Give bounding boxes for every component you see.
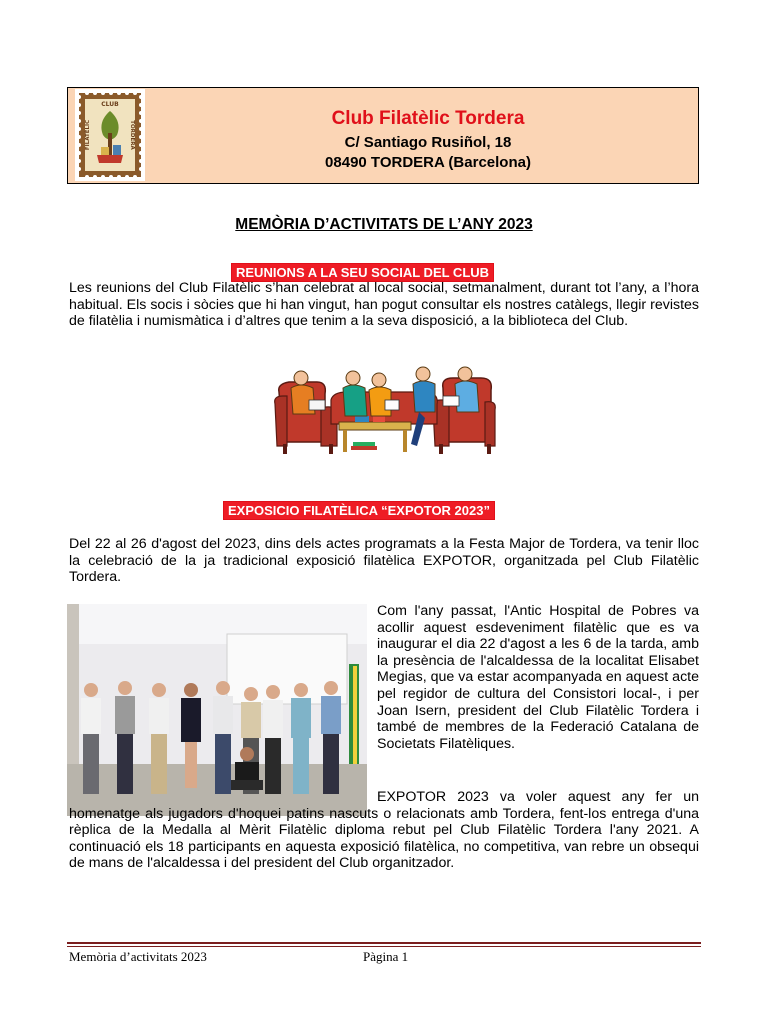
club-stamp-logo xyxy=(75,89,145,181)
footer-page-number: Pàgina 1 xyxy=(363,949,409,964)
people-reading-illustration xyxy=(273,364,497,464)
address-line-1: C/ Santiago Rusiñol, 18 xyxy=(344,134,512,151)
section-2-paragraph-3 xyxy=(69,789,699,872)
document-title: MEMÒRIA D’ACTIVITATS DE L’ANY 2023 xyxy=(235,216,533,233)
footer-document-name: Memòria d’activitats 2023 xyxy=(69,949,207,964)
svg-text:TORDERA: TORDERA xyxy=(129,120,135,150)
section-1-body xyxy=(69,280,699,330)
svg-text:FILATÈLIC: FILATÈLIC xyxy=(85,119,91,151)
header-box xyxy=(67,87,699,184)
address-line-2: 08490 TORDERA (Barcelona) xyxy=(325,154,531,171)
section-heading-reunions: REUNIONS A LA SEU SOCIAL DEL CLUB xyxy=(232,264,493,281)
section-2-paragraph-2 xyxy=(377,603,699,752)
section-2-intro-paragraph: Del 22 al 26 d'agost del 2023, dins dels actes programats a la Festa Major de Tordera, va tenir lloc la celebració de la ja tradicional exposició filatèlica EXPOTOR, organitzada pel Club Filatèlic Tordera. xyxy=(69,536,699,586)
footer-rule-thick xyxy=(67,942,701,944)
section-heading-expotor: EXPOSICIO FILATÈLICA “EXPOTOR 2023” xyxy=(224,502,494,519)
svg-text:CLUB: CLUB xyxy=(101,101,119,108)
stamp-perforation-icon xyxy=(75,89,145,181)
section-1-paragraph: Les reunions del Club Filatèlic s’han celebrat al local social, setmanalment, durant tot l’any, a l’hora habitual. Els socis i sòcies que hi han vingut, han pogut consultar els nostres catàlegs, llegir revistes de filatèlia i numismàtica i d’altres que tenim a la seva disposició, a la biblioteca del Club. xyxy=(69,280,699,330)
group-photo xyxy=(67,604,367,816)
section-2-paragraph-3-text: EXPOTOR 2023 va voler aquest any fer un homenatge als jugadors d'hoquei patins nascuts o relacionats amb Tordera, fent-los entrega d'una rèplica de la Medalla al Mèrit Filatèlic diploma rebut pel Club Filatèlic Tordera l'any 2021. A continuació els 18 participants en aquesta exposició filatèlica, no competitiva, van rebre un obsequi de mans de l'alcaldessa i del president del Club organitzador. xyxy=(69,789,699,872)
footer-rule-thin xyxy=(67,946,701,947)
section-2-paragraph-2-text: Com l'any passat, l'Antic Hospital de Pobres va acollir aquest esdeveniment filatèlic que es va inaugurar el dia 22 d'agost a les 6 de la tarda, amb la presència de l'alcaldessa de la localitat Elisabet Megias, que va estar acompanyada en aquest acte pel regidor de cultura del Consistori local-, i per Joan Isern, president del Club Filatèlic Tordera i també de membres de la Federació Catalana de Societats Filatèliques. xyxy=(377,603,699,752)
club-name: Club Filatèlic Tordera xyxy=(331,108,525,129)
section-2-intro xyxy=(69,536,699,586)
